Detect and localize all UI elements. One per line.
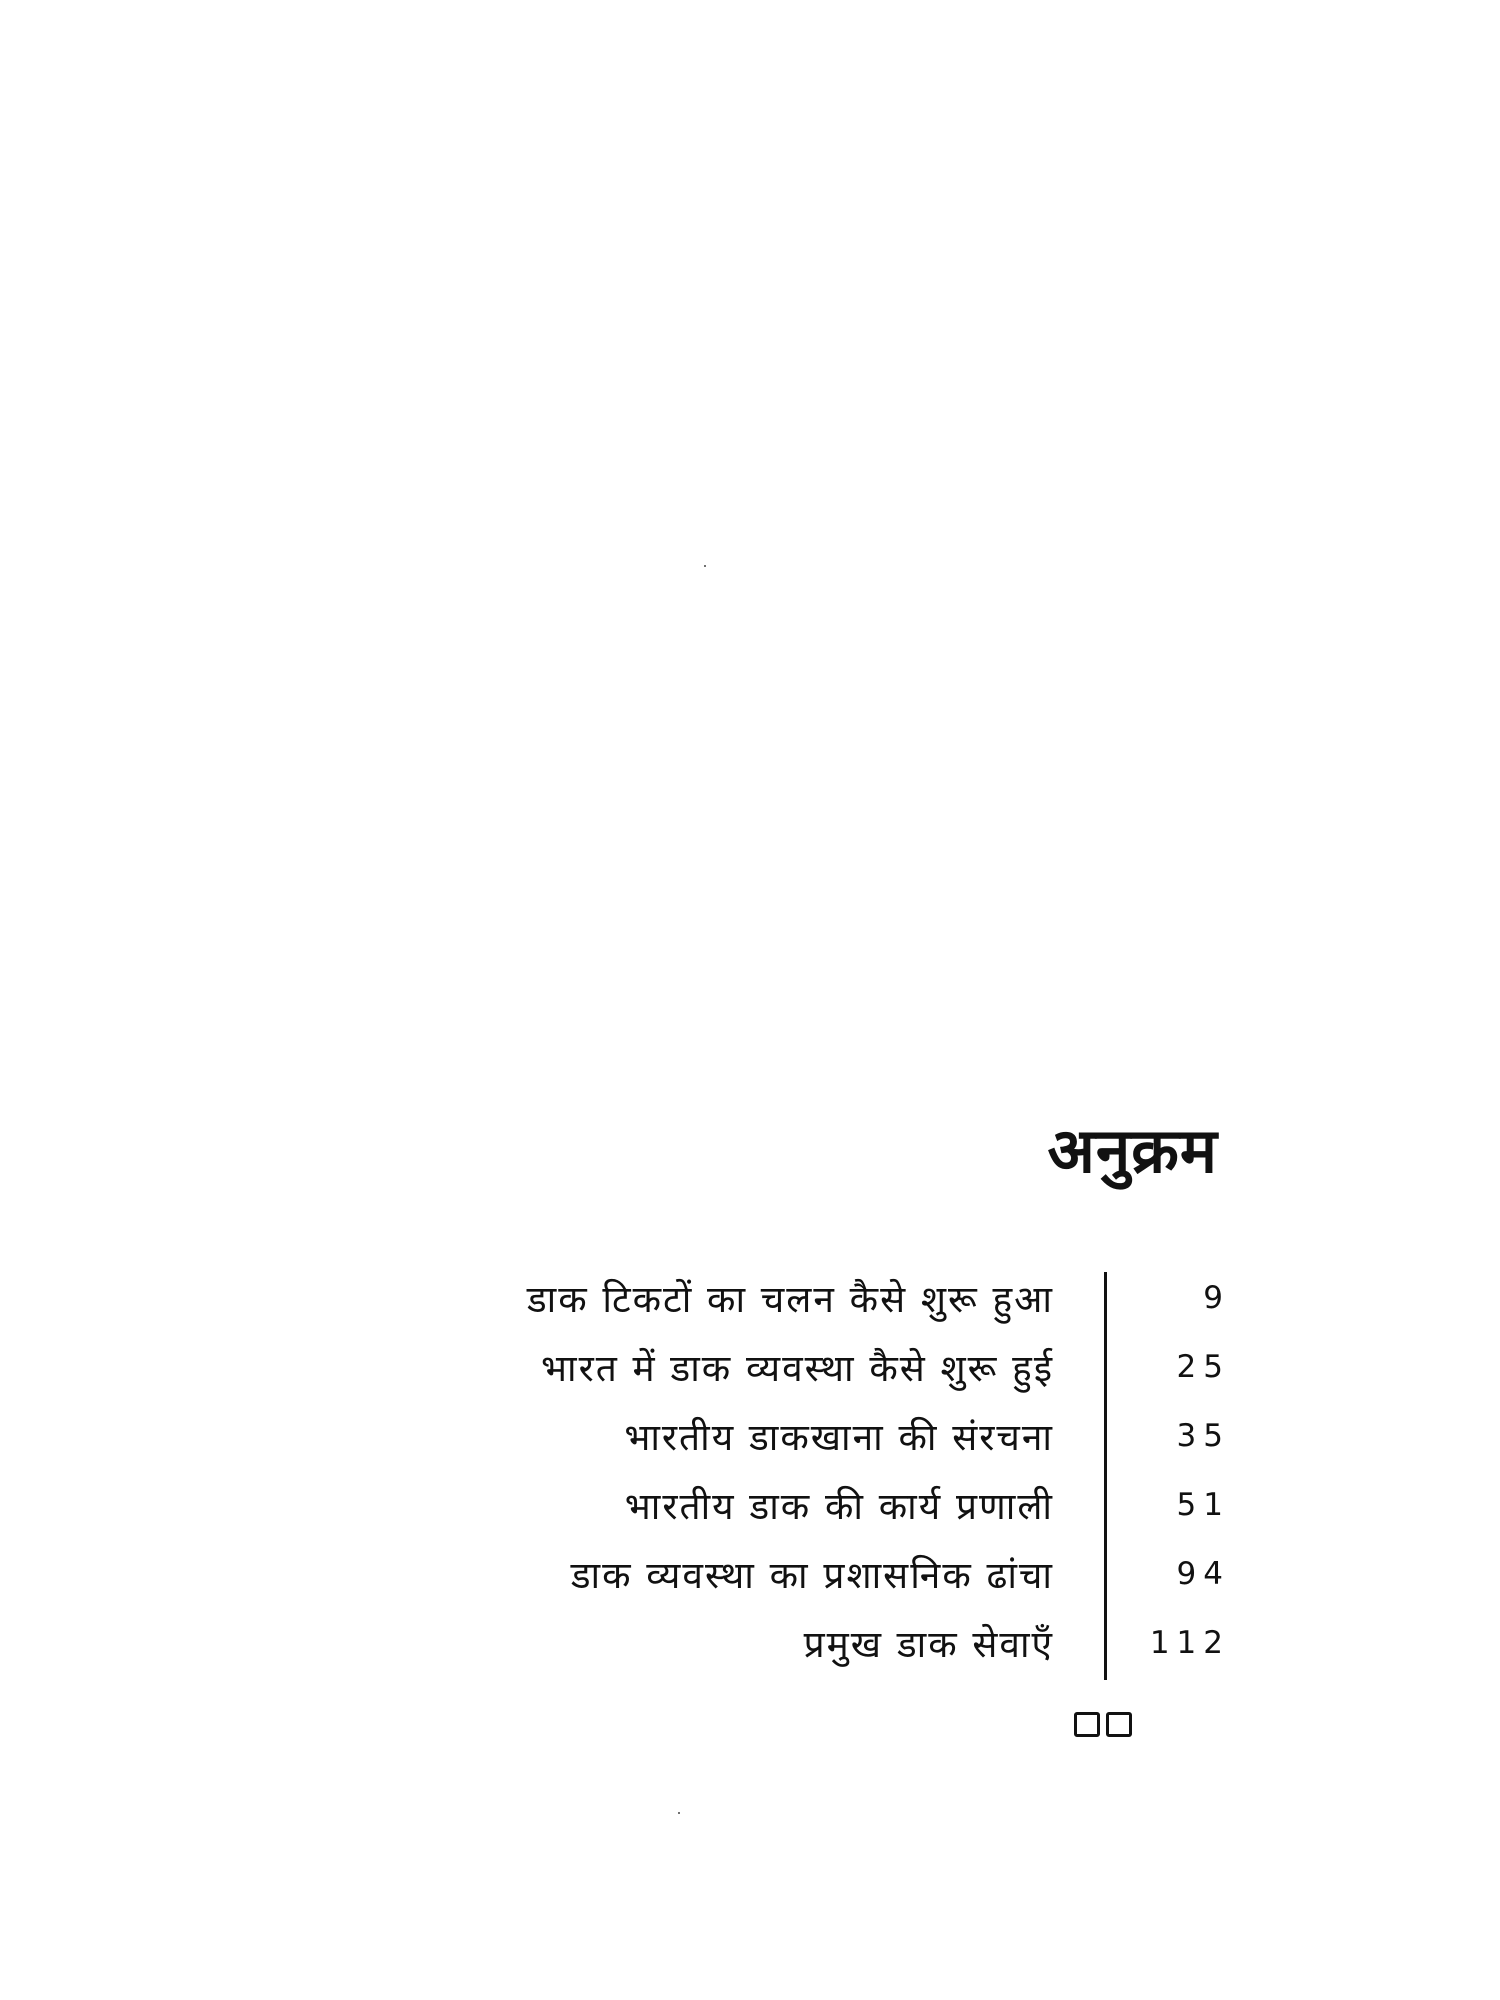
contents-heading: अनुक्रम (1047, 1114, 1218, 1187)
toc-entry-page: 112 (1149, 1624, 1230, 1661)
toc-entry-title: डाक व्यवस्था का प्रशासनिक ढांचा (570, 1554, 1054, 1597)
toc-entry (380, 1401, 1230, 1470)
end-mark-box-icon (1074, 1712, 1100, 1737)
scan-speck (678, 1812, 680, 1814)
scan-speck (704, 565, 706, 567)
toc-entry-page: 94 (1176, 1555, 1230, 1592)
toc-entry-title: प्रमुख डाक सेवाएँ (803, 1623, 1054, 1666)
toc-entry-title: भारतीय डाक की कार्य प्रणाली (624, 1485, 1054, 1528)
toc-entry (380, 1608, 1230, 1677)
toc-entry-page: 51 (1176, 1486, 1230, 1523)
toc-entry (380, 1470, 1230, 1539)
end-mark-box-icon (1106, 1712, 1132, 1737)
toc-entry-page: 9 (1203, 1279, 1230, 1316)
toc-entry (380, 1263, 1230, 1332)
toc-entry-title: भारतीय डाकखाना की संरचना (624, 1416, 1054, 1459)
toc-entry (380, 1539, 1230, 1608)
column-divider-line (1104, 1272, 1107, 1680)
table-of-contents (380, 1263, 1230, 1677)
toc-entry-title: भारत में डाक व्यवस्था कैसे शुरू हुई (540, 1347, 1054, 1390)
toc-entry (380, 1332, 1230, 1401)
toc-entry-page: 35 (1176, 1417, 1230, 1454)
toc-entry-title: डाक टिकटों का चलन कैसे शुरू हुआ (526, 1278, 1054, 1321)
end-of-section-mark (1074, 1712, 1132, 1737)
toc-entry-page: 25 (1176, 1348, 1230, 1385)
